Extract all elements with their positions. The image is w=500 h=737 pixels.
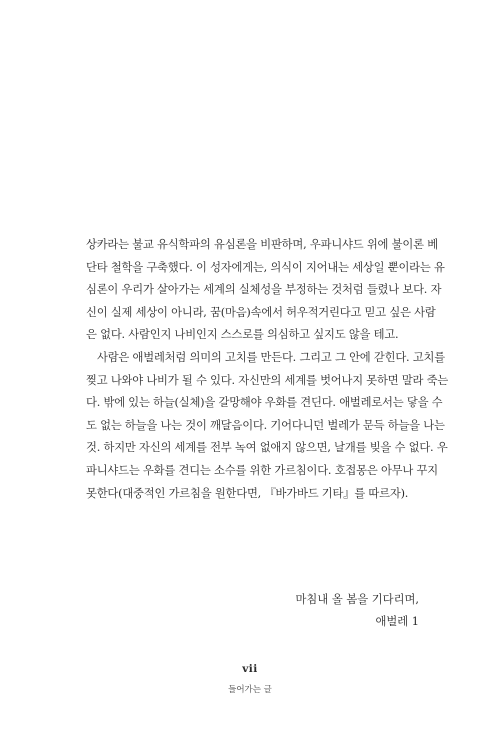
text-line: 사람은 애벌레처럼 의미의 고치를 만든다. 그리고 그 안에 갇힌다. 고치를	[97, 350, 445, 364]
text-line: 상카라는 불교 유식학파의 유심론을 비판하며, 우파니샤드 위에 불이론 베	[86, 238, 438, 251]
text-line: 심론이 우리가 살아가는 세계의 실체성을 부정하는 것처럼 들렸나 보다. 자	[86, 283, 442, 297]
text-line: 못한다(대중적인 가르침을 원한다면, 『바가바드 기타』를 따르자).	[86, 486, 409, 500]
text-line: 도 없는 하늘을 나는 것이 깨달음이다. 기어다니던 벌레가 문득 하늘을 나는	[86, 418, 445, 432]
running-footer: 들어가는 글	[228, 685, 272, 695]
text-line: 은 없다. 사람인지 나비인지 스스로를 의심하고 싶지도 않을 테고.	[86, 328, 399, 342]
signature-dedication: 마침내 올 봄을 기다리며,	[295, 593, 419, 606]
text-line: 단타 철학을 구축했다. 이 성자에게는, 의식이 지어내는 세상일 뿐이라는 유	[86, 260, 445, 274]
text-line: 신이 실제 세상이 아니라, 꿈(마음)속에서 허우적거린다고 믿고 싶은 사람	[86, 305, 436, 319]
text-line: 파니샤드는 우화를 견디는 소수를 위한 가르침이다. 호접몽은 아무나 꾸지	[86, 463, 438, 477]
body-text	[86, 234, 449, 505]
signature-author: 애벌레 1	[375, 615, 419, 628]
text-line: 것. 하지만 자신의 세계를 전부 녹여 없애지 않으면, 날개를 빚을 수 없다. 우	[86, 441, 448, 455]
page-number: vii	[242, 663, 258, 675]
author-signature	[296, 589, 420, 633]
text-line: 다. 밖에 있는 하늘(실체)을 갈망해야 우화를 견딘다. 애벌레로서는 닿을 수	[86, 396, 443, 410]
text-line: 찢고 나와야 나비가 될 수 있다. 자신만의 세계를 벗어나지 못하면 말라 죽는	[86, 373, 449, 387]
